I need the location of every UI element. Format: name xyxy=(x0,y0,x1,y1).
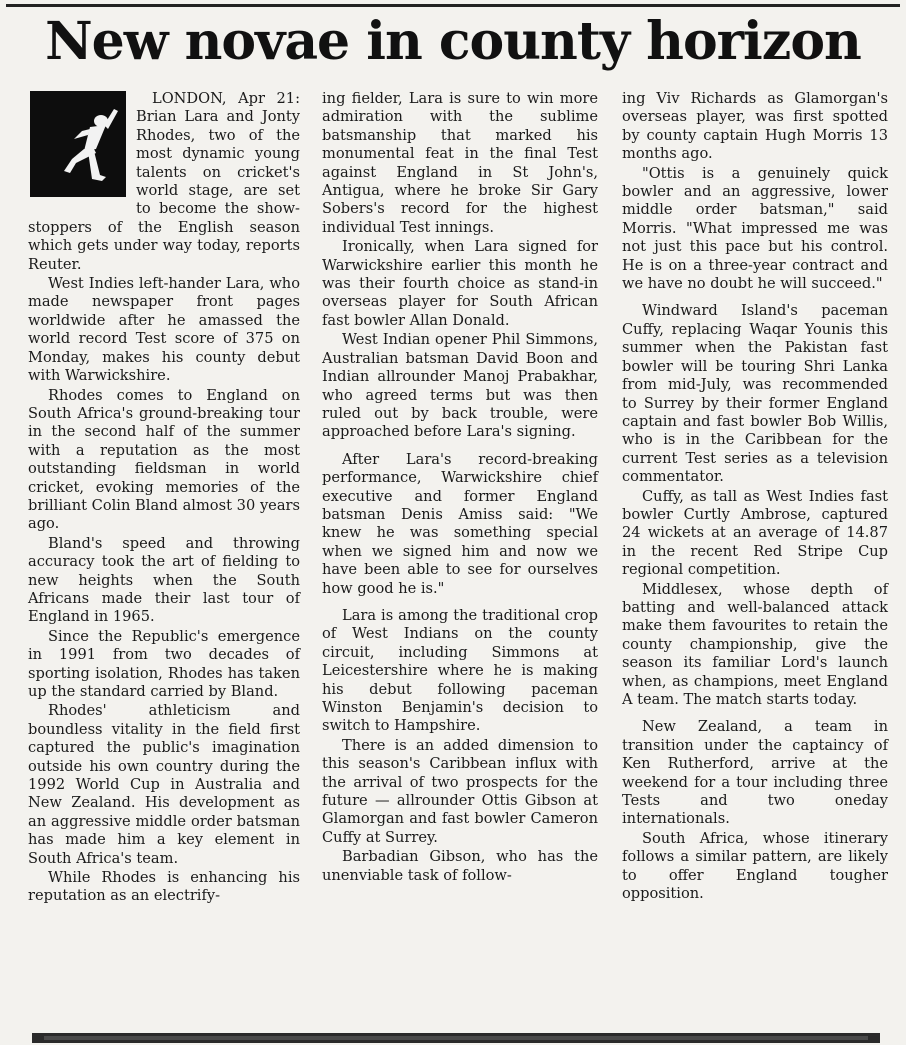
paragraph: Middlesex, whose depth of batting and well-balanced attack make them favourites to retain the county championship, give the season its familiar Lord's launch when, as champions, meet England A team. The match starts today. xyxy=(622,580,888,708)
photo-space xyxy=(28,90,136,210)
paragraph: New Zealand, a team in transition under the captaincy of Ken Rutherford, arrive at the weekend for a tour including three Tests and two oneday internationals. xyxy=(622,718,888,828)
top-rule xyxy=(6,4,900,7)
paragraph: Rhodes' athleticism and boundless vitality in the field first captured the public's imagination outside his own country during the 1992 World Cup in Australia and New Zealand. His development as an aggressive middle order batsman has made him a key element in South Africa's team. xyxy=(28,702,300,867)
paragraph: Ironically, when Lara signed for Warwickshire earlier this month he was their fourth choice as stand-in overseas player for South African fast bowler Allan Donald. xyxy=(322,238,598,329)
paragraph: South Africa, whose itinerary follows a similar pattern, are likely to offer England tougher opposition. xyxy=(622,829,888,903)
continued-paragraph: ing Viv Richards as Glamorgan's overseas player, was first spotted by county captain Hugh Morris 13 months ago. xyxy=(622,90,888,163)
paragraph: While Rhodes is enhancing his reputation as an electrify- xyxy=(28,869,300,905)
paragraph: Bland's speed and throwing accuracy took the art of fielding to new heights when the South Africans made their last tour of England in 1965. xyxy=(28,534,300,626)
article-column-2 xyxy=(322,90,598,885)
paragraph: West Indian opener Phil Simmons, Australian batsman David Boon and Indian allrounder Manoj Prabakhar, who agreed terms but was then ruled out by back trouble, were approached before Lara's signing. xyxy=(322,331,598,441)
bottom-rule xyxy=(32,1033,880,1043)
lead-paragraph: LONDON, Apr 21: Brian Lara and Jonty Rhodes, two of the most dynamic young talents on cricket's world stage, are set to become the show-stoppers of the English season which gets under way today, reports Reuter. xyxy=(28,90,300,273)
article-column-3 xyxy=(622,90,888,903)
continued-paragraph: ing fielder, Lara is sure to win more admiration with the sublime batsmanship that marked his monumental feat in the final Test against England in St John's, Antigua, where he broke Sir Gary Sobers's record for the highest individual Test innings. xyxy=(322,90,598,236)
paragraph: Barbadian Gibson, who has the unenviable task of follow- xyxy=(322,848,598,884)
headline: New novae in county horizon xyxy=(45,11,861,72)
paragraph: Cuffy, as tall as West Indies fast bowler Curtly Ambrose, captured 24 wickets at an average of 14.87 in the recent Red Stripe Cup regional competition. xyxy=(622,487,888,579)
paragraph: Since the Republic's emergence in 1991 from two decades of sporting isolation, Rhodes has taken up the standard carried by Bland. xyxy=(28,627,300,700)
paragraph: Rhodes comes to England on South Africa's ground-breaking tour in the second half of the summer with a reputation as the most outstanding fieldsman in world cricket, evoking memories of the brilliant Colin Bland almost 30 years ago. xyxy=(28,386,300,533)
paragraph: West Indies left-hander Lara, who made newspaper front pages worldwide after he amassed the world record Test score of 375 on Monday, makes his county debut with Warwickshire. xyxy=(28,275,300,385)
paragraph: Lara is among the traditional crop of West Indians on the county circuit, including Simmons at Leicestershire where he is making his debut following paceman Winston Benjamin's decision to switch to Hampshire. xyxy=(322,606,598,735)
paragraph: There is an added dimension to this season's Caribbean influx with the arrival of two prospects for the future — allrounder Ottis Gibson at Glamorgan and fast bowler Cameron Cuffy at Surrey. xyxy=(322,736,598,846)
paragraph: After Lara's record-breaking performance, Warwickshire chief executive and former England batsman Denis Amiss said: "We knew he was something special when we signed him and now we have been able to see for ourselves how good he is." xyxy=(322,450,598,597)
article-column-1 xyxy=(28,90,300,906)
paragraph: "Ottis is a genuinely quick bowler and an aggressive, lower middle order batsman," said Morris. "What impressed me was not just this pace but his control. He is on a three-year contract and we have no doubt he will succeed." xyxy=(622,164,888,293)
paragraph: Windward Island's paceman Cuffy, replacing Waqar Younis this summer when the Pakistan fast bowler will be touring Shri Lanka from mid-July, was recommended to Surrey by their former England captain and fast bowler Bob Willis, who is in the Caribbean for the current Test series as a television commentator. xyxy=(622,302,888,486)
